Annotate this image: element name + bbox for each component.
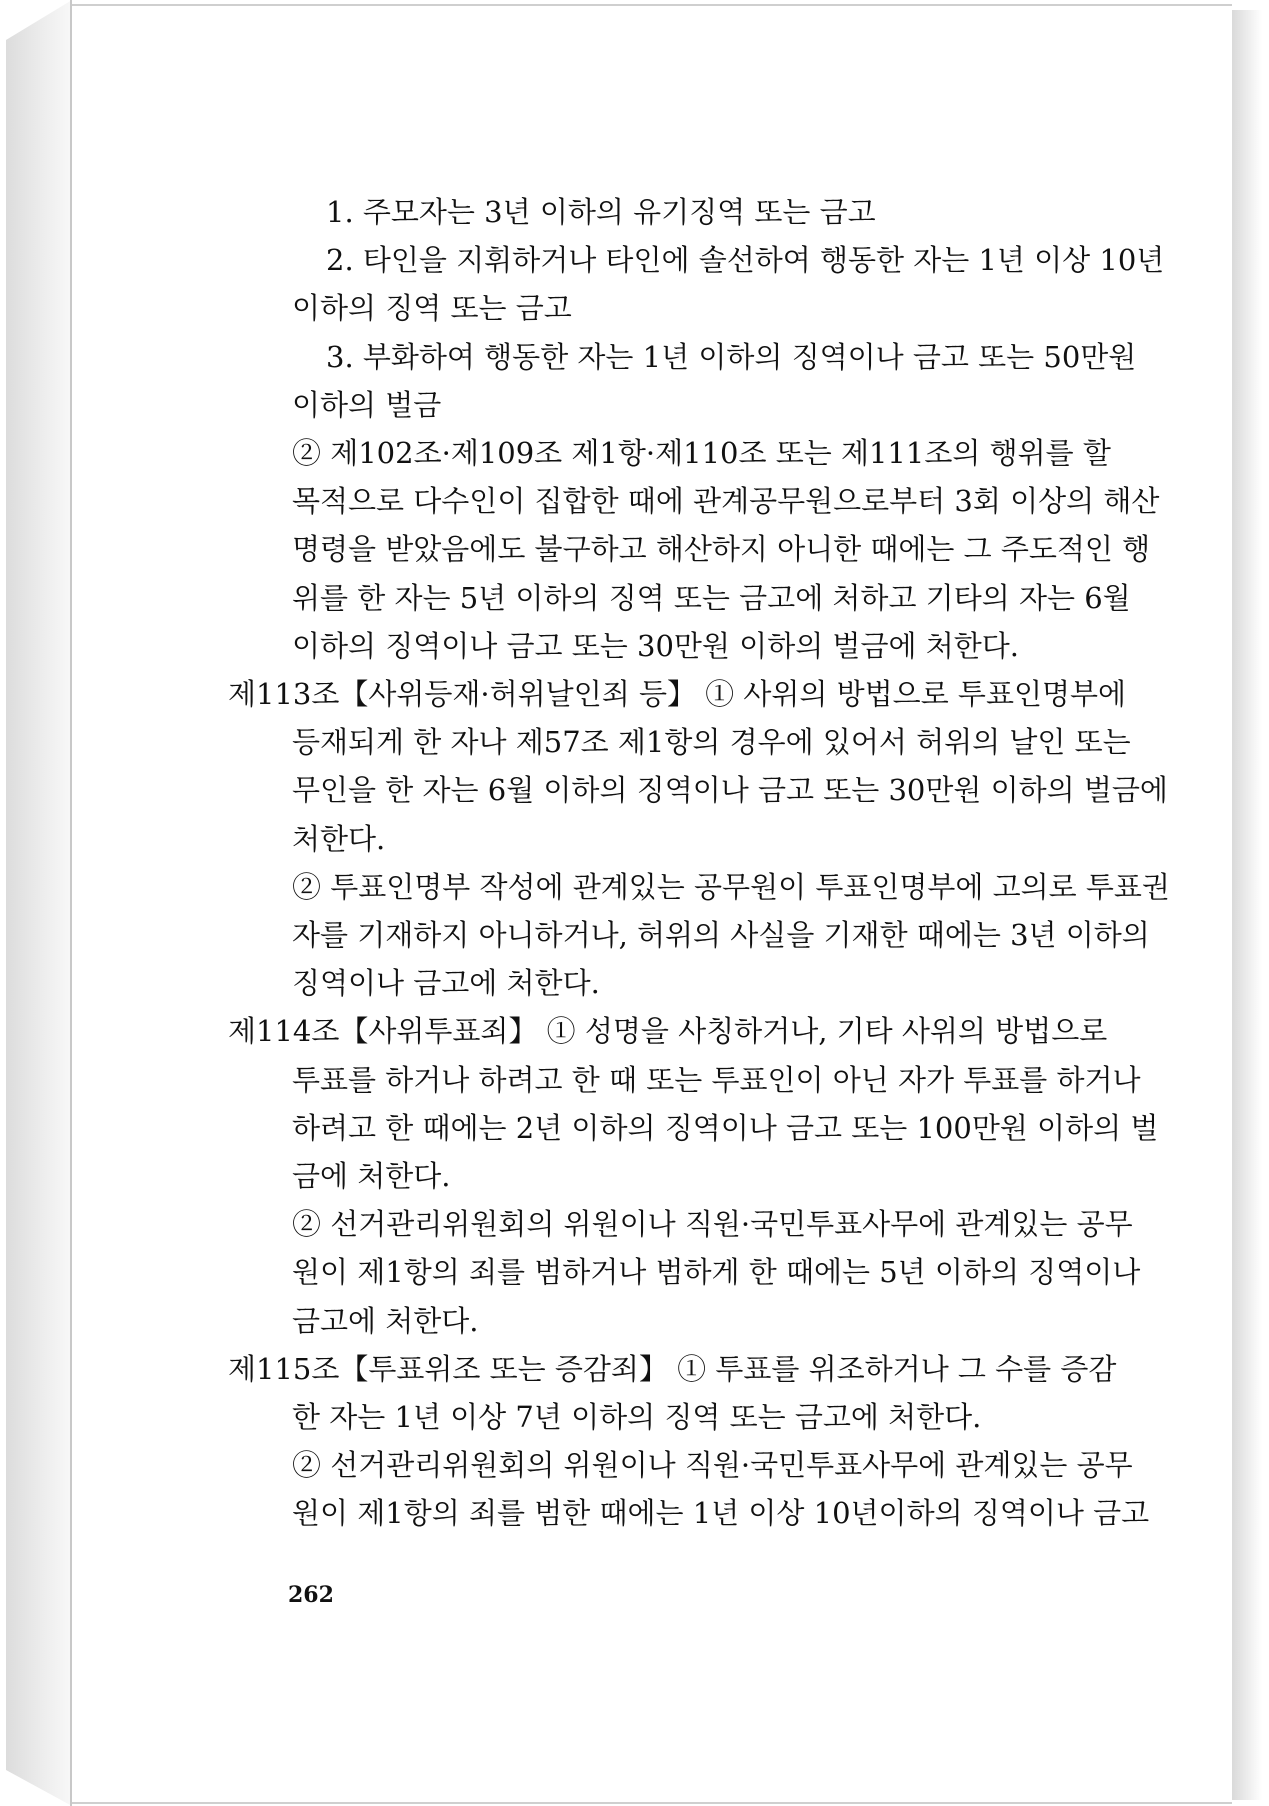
text-line: 자를 기재하지 아니하거나, 허위의 사실을 기재한 때에는 3년 이하의 bbox=[292, 918, 1150, 953]
paragraph bbox=[228, 1007, 1108, 1055]
paragraph bbox=[228, 670, 1127, 718]
text-line: 하려고 한 때에는 2년 이하의 징역이나 금고 또는 100만원 이하의 벌 bbox=[292, 1110, 1159, 1145]
page-number: 262 bbox=[288, 1582, 334, 1608]
text-line: 무인을 한 자는 6월 이하의 징역이나 금고 또는 30만원 이하의 벌금에 bbox=[292, 773, 1168, 808]
text-line: ② 선거관리위원회의 위원이나 직원·국민투표사무에 관계있는 공무 bbox=[292, 1207, 1133, 1242]
paragraph bbox=[262, 1441, 1150, 1537]
text-line: 제114조【사위투표죄】 ① 성명을 사칭하거나, 기타 사위의 방법으로 bbox=[228, 1014, 1108, 1049]
paragraph bbox=[262, 188, 1100, 236]
paragraph bbox=[262, 429, 1160, 670]
text-line: 처한다. bbox=[292, 821, 386, 856]
text-line: 등재되게 한 자나 제57조 제1항의 경우에 있어서 허위의 날인 또는 bbox=[292, 725, 1131, 760]
text-line: 징역이나 금고에 처한다. bbox=[292, 966, 600, 1001]
page-shadow bbox=[1232, 10, 1262, 1800]
text-line: 1. 주모자는 3년 이하의 유기징역 또는 금고 bbox=[326, 195, 876, 229]
text-line: 금고에 처한다. bbox=[292, 1303, 479, 1338]
text-line: ② 제102조·제109조 제1항·제110조 또는 제111조의 행위를 할 bbox=[292, 436, 1111, 471]
paragraph bbox=[262, 718, 1168, 863]
text-line: 2. 타인을 지휘하거나 타인에 솔선하여 행동한 자는 1년 이상 10년 bbox=[326, 243, 1165, 278]
page-text bbox=[228, 188, 1170, 1538]
paragraph bbox=[262, 1393, 1100, 1441]
text-line: 원이 제1항의 죄를 범하거나 범하게 한 때에는 5년 이하의 징역이나 bbox=[292, 1255, 1141, 1290]
paragraph bbox=[228, 1345, 1117, 1393]
text-line: 명령을 받았음에도 불구하고 해산하지 아니한 때에는 그 주도적인 행 bbox=[292, 532, 1151, 567]
book-edge bbox=[6, 0, 72, 1806]
text-line: 투표를 하거나 하려고 한 때 또는 투표인이 아닌 자가 투표를 하거나 bbox=[292, 1062, 1141, 1097]
text-line: 제113조【사위등재·허위날인죄 등】 ① 사위의 방법으로 투표인명부에 bbox=[228, 677, 1127, 712]
text-line: 금에 처한다. bbox=[292, 1159, 451, 1194]
text-line: 이하의 징역이나 금고 또는 30만원 이하의 벌금에 처한다. bbox=[292, 628, 1019, 663]
text-line: 제115조【투표위조 또는 증감죄】 ① 투표를 위조하거나 그 수를 증감 bbox=[228, 1351, 1117, 1386]
paragraph bbox=[262, 333, 1137, 381]
text-line: 원이 제1항의 죄를 범한 때에는 1년 이상 10년이하의 징역이나 금고 bbox=[292, 1496, 1150, 1531]
text-line: 3. 부화하여 행동한 자는 1년 이하의 징역이나 금고 또는 50만원 bbox=[326, 339, 1137, 374]
paragraph bbox=[262, 1200, 1141, 1345]
text-line: ② 선거관리위원회의 위원이나 직원·국민투표사무에 관계있는 공무 bbox=[292, 1448, 1133, 1483]
text-line: ② 투표인명부 작성에 관계있는 공무원이 투표인명부에 고의로 투표권 bbox=[292, 869, 1170, 904]
text-line: 이하의 징역 또는 금고 bbox=[292, 291, 572, 326]
paragraph bbox=[262, 1056, 1159, 1201]
text-line: 목적으로 다수인이 집합한 때에 관계공무원으로부터 3회 이상의 해산 bbox=[292, 484, 1160, 519]
paragraph bbox=[262, 284, 1100, 332]
text-line: 한 자는 1년 이상 7년 이하의 징역 또는 금고에 처한다. bbox=[292, 1400, 982, 1435]
paragraph bbox=[262, 381, 1100, 429]
text-line: 이하의 벌금 bbox=[292, 387, 442, 422]
paragraph bbox=[262, 236, 1165, 284]
text-line: 위를 한 자는 5년 이하의 징역 또는 금고에 처하고 기타의 자는 6월 bbox=[292, 580, 1131, 615]
paragraph bbox=[262, 863, 1170, 1008]
